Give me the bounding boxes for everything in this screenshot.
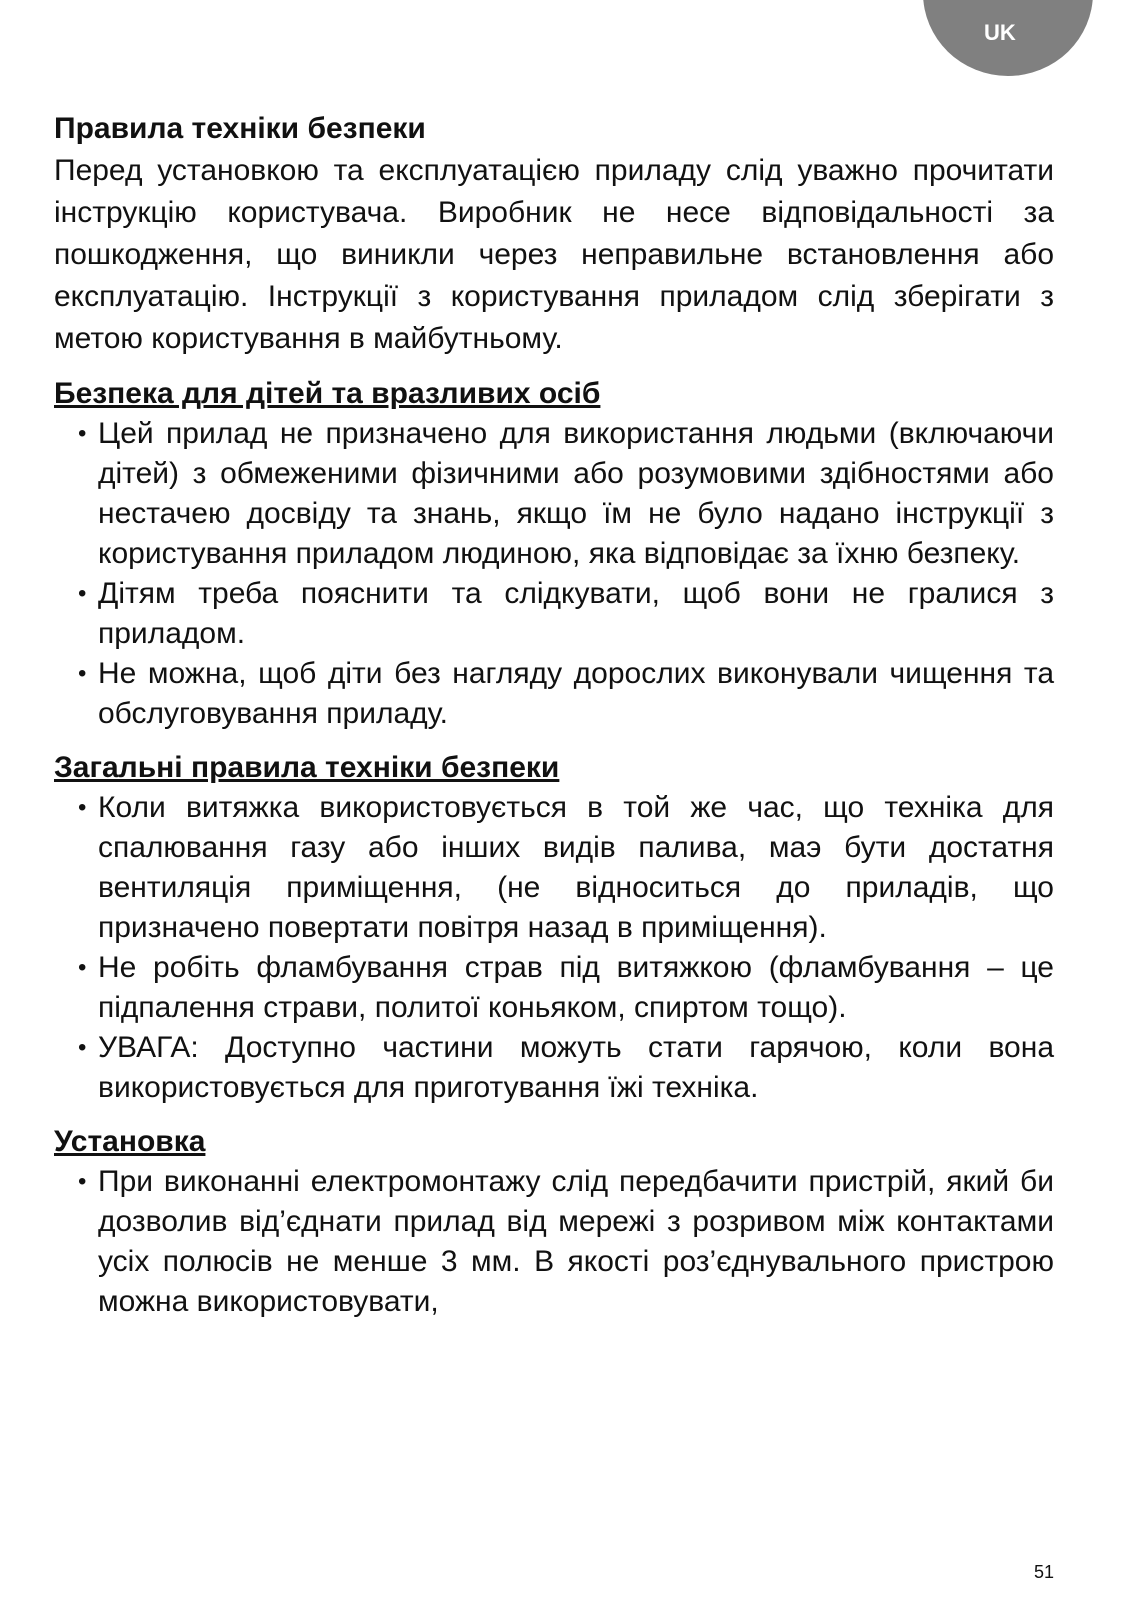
list-item-text: Дітям треба пояснити та слідкувати, щоб вони не гралися з приладом. bbox=[98, 577, 1054, 650]
page-title: Правила техніки безпеки bbox=[54, 112, 426, 145]
section-heading-installation: Установка bbox=[54, 1125, 206, 1158]
list-item bbox=[54, 414, 1054, 574]
bullet-list-children-safety bbox=[54, 414, 1054, 734]
list-item bbox=[54, 1162, 1054, 1322]
bullet-icon: • bbox=[78, 1034, 87, 1061]
list-item-text: Не можна, щоб діти без нагляду дорослих виконували чищення та обслуговування приладу. bbox=[98, 657, 1054, 730]
page-number: 51 bbox=[1033, 1562, 1054, 1582]
list-item-text: УВАГА: Доступно частини можуть стати гарячою, коли вона використовується для приготування їжі техніка. bbox=[98, 1031, 1054, 1104]
list-item-text: При виконанні електромонтажу слід передбачити пристрій, який би дозволив від’єднати прилад від мережі з розривом між контактами усіх полюсів не менше 3 мм. В якості роз’єднувального пристрою можна використовувати, bbox=[98, 1165, 1054, 1318]
list-item bbox=[54, 788, 1054, 948]
language-label: UK bbox=[984, 20, 1016, 45]
list-item bbox=[54, 574, 1054, 654]
bullet-icon: • bbox=[78, 954, 87, 981]
intro-paragraph: Перед установкою та експлуатацією приладу слід уважно прочитати інструкцію користувача. Виробник не несе відповідальності за пошкодження, що виникли через неправильне встановлення або експлуатацію. Інструкції з користування приладом слід зберігати з метою користування в майбутньому. bbox=[54, 154, 1054, 355]
bullet-icon: • bbox=[78, 794, 87, 821]
bullet-icon: • bbox=[78, 580, 87, 607]
bullet-icon: • bbox=[78, 420, 87, 447]
page-content bbox=[54, 108, 1054, 1322]
section-heading-general-safety: Загальні правила техніки безпеки bbox=[54, 751, 560, 784]
bullet-icon: • bbox=[78, 660, 87, 687]
bullet-list-installation bbox=[54, 1162, 1054, 1322]
list-item-text: Цей прилад не призначено для використання людьми (включаючи дітей) з обмеженими фізичними або розумовими здібностями або нестачею досвіду та знань, якщо їм не було надано інструкції з користування приладом людиною, яка відповідає за їхню безпеку. bbox=[98, 417, 1054, 570]
list-item bbox=[54, 1028, 1054, 1108]
list-item bbox=[54, 654, 1054, 734]
list-item-text: Коли витяжка використовується в той же час, що техніка для спалювання газу або інших видів палива, маэ бути достатня вентиляція приміщення, (не відноситься до приладів, що призначено повертати повітря назад в приміщення). bbox=[98, 791, 1054, 944]
section-heading-children-safety: Безпека для дітей та вразливих осіб bbox=[54, 377, 601, 410]
list-item-text: Не робіть фламбування страв під витяжкою (фламбування – це підпалення страви, политої коньяком, спиртом тощо). bbox=[98, 951, 1054, 1024]
bullet-list-general-safety bbox=[54, 788, 1054, 1108]
list-item bbox=[54, 948, 1054, 1028]
bullet-icon: • bbox=[78, 1168, 87, 1195]
